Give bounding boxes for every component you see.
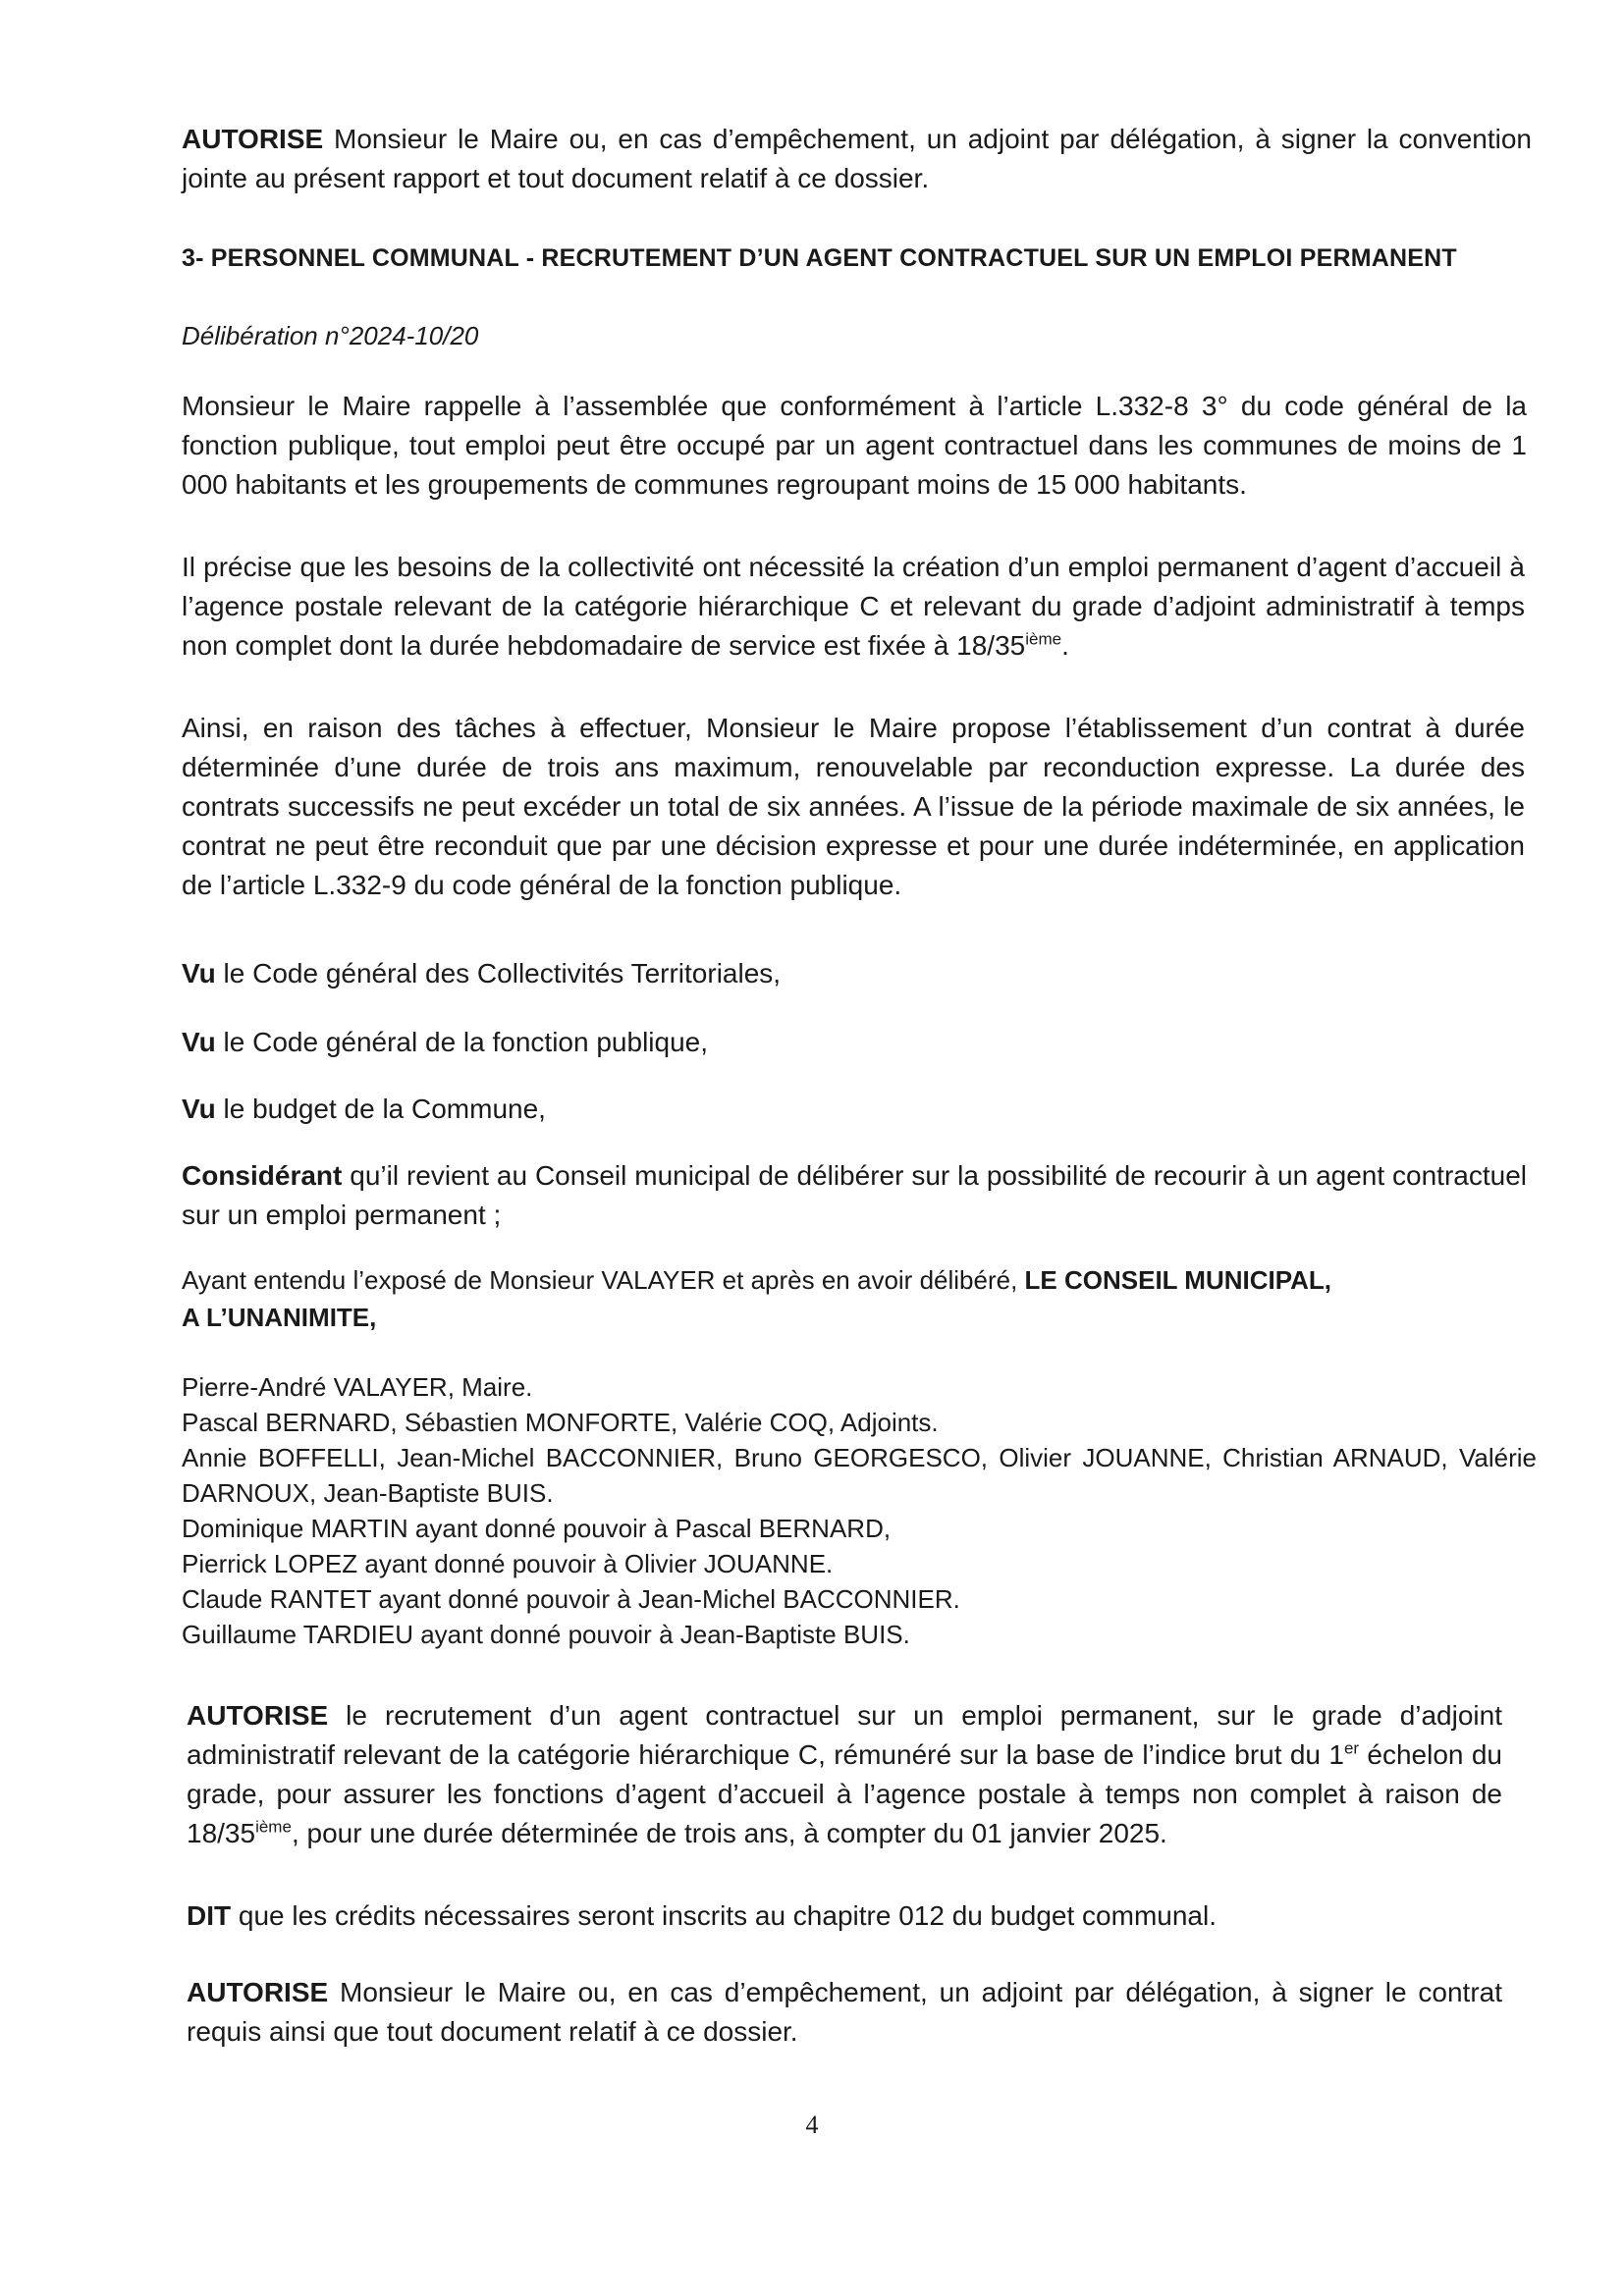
paragraph-autorise-recrutement: AUTORISE le recrutement d’un agent contractuel sur un emploi permanent, sur le grade d’adjoint administratif relevant de la catégorie hiérarchique C, rémunéré sur la base de l’indice brut du 1er échelon du grade, pour assurer les fonctions d’agent d’accueil à l’agence postale à temps non complet à raison de 18/35ième, pour une durée déterminée de trois ans, à compter du 01 janvier 2025. <box>187 1700 1502 1848</box>
keyword-autorise: AUTORISE <box>182 124 324 154</box>
member-line: Dominique MARTIN ayant donné pouvoir à Pascal BERNARD, <box>182 1514 892 1543</box>
member-line: Pierre-André VALAYER, Maire. <box>182 1372 533 1402</box>
paragraph-considerant: Considérant qu’il revient au Conseil municipal de délibérer sur la possibilité de recourir à un agent contractuel sur un emploi permanent ; <box>182 1160 1527 1230</box>
paragraph-ainsi: Ainsi, en raison des tâches à effectuer, Monsieur le Maire propose l’établissement d’un contrat à durée déterminée d’une durée de trois ans maximum, renouvelable par reconduction expresse. La durée des contrats successifs ne peut excéder un total de six années. A l’issue de la période maximale de six années, le contrat ne peut être reconduit que par une décision expresse et pour une durée indéterminée, en application de l’article L.332-9 du code général de la fonction publique. <box>182 713 1525 900</box>
paragraph-autorise-convention: AUTORISE Monsieur le Maire ou, en cas d’empêchement, un adjoint par délégation, à signer la convention jointe au présent rapport et tout document relatif à ce dossier. <box>182 124 1532 193</box>
member-line: Annie BOFFELLI, Jean-Michel BACCONNIER, Bruno GEORGESCO, Olivier JOUANNE, Christian ARNAUD, Valérie DARNOUX, Jean-Baptiste BUIS. <box>182 1443 1537 1508</box>
member-line: Pierrick LOPEZ ayant donné pouvoir à Olivier JOUANNE. <box>182 1549 834 1578</box>
vu-line-budget: Vu le budget de la Commune, <box>182 1094 546 1124</box>
page-number: 4 <box>805 2110 819 2139</box>
paragraph-besoins: Il précise que les besoins de la collectivité ont nécessité la création d’un emploi permanent d’agent d’accueil à l’agence postale relevant de la catégorie hiérarchique C et relevant du grade d’adjoint administratif à temps non complet dont la durée hebdomadaire de service est fixée à 18/35ième. <box>182 552 1525 661</box>
deliberation-number: Délibération n°2024-10/20 <box>182 321 479 350</box>
paragraph-rappel: Monsieur le Maire rappelle à l’assemblée que conformément à l’article L.332-8 3° du code général de la fonction publique, tout emploi peut être occupé par un agent contractuel dans les communes de moins de 1 000 habitants et les groupements de communes regroupant moins de 15 000 habitants. <box>182 391 1527 500</box>
member-line: Guillaume TARDIEU ayant donné pouvoir à Jean-Baptiste BUIS. <box>182 1620 910 1649</box>
council-members-list <box>182 1369 1537 1652</box>
paragraph-autorise-contrat: AUTORISE Monsieur le Maire ou, en cas d’empêchement, un adjoint par délégation, à signer le contrat requis ainsi que tout document relatif à ce dossier. <box>187 1977 1502 2047</box>
vu-line-cgfp: Vu le Code général de la fonction publique, <box>182 1027 709 1057</box>
section-title: 3- PERSONNEL COMMUNAL - RECRUTEMENT D’UN AGENT CONTRACTUEL SUR UN EMPLOI PERMANENT <box>182 244 1457 272</box>
paragraph-ayant-entendu: Ayant entendu l’exposé de Monsieur VALAYER et après en avoir délibéré, LE CONSEIL MUNICIPAL, A L’UNANIMITE, <box>182 1265 1332 1332</box>
member-line: Claude RANTET ayant donné pouvoir à Jean-Michel BACCONNIER. <box>182 1584 960 1614</box>
member-line: Pascal BERNARD, Sébastien MONFORTE, Valérie COQ, Adjoints. <box>182 1408 939 1437</box>
vu-line-cgct: Vu le Code général des Collectivités Territoriales, <box>182 958 782 988</box>
paragraph-dit: DIT que les crédits nécessaires seront inscrits au chapitre 012 du budget communal. <box>187 1900 1217 1931</box>
